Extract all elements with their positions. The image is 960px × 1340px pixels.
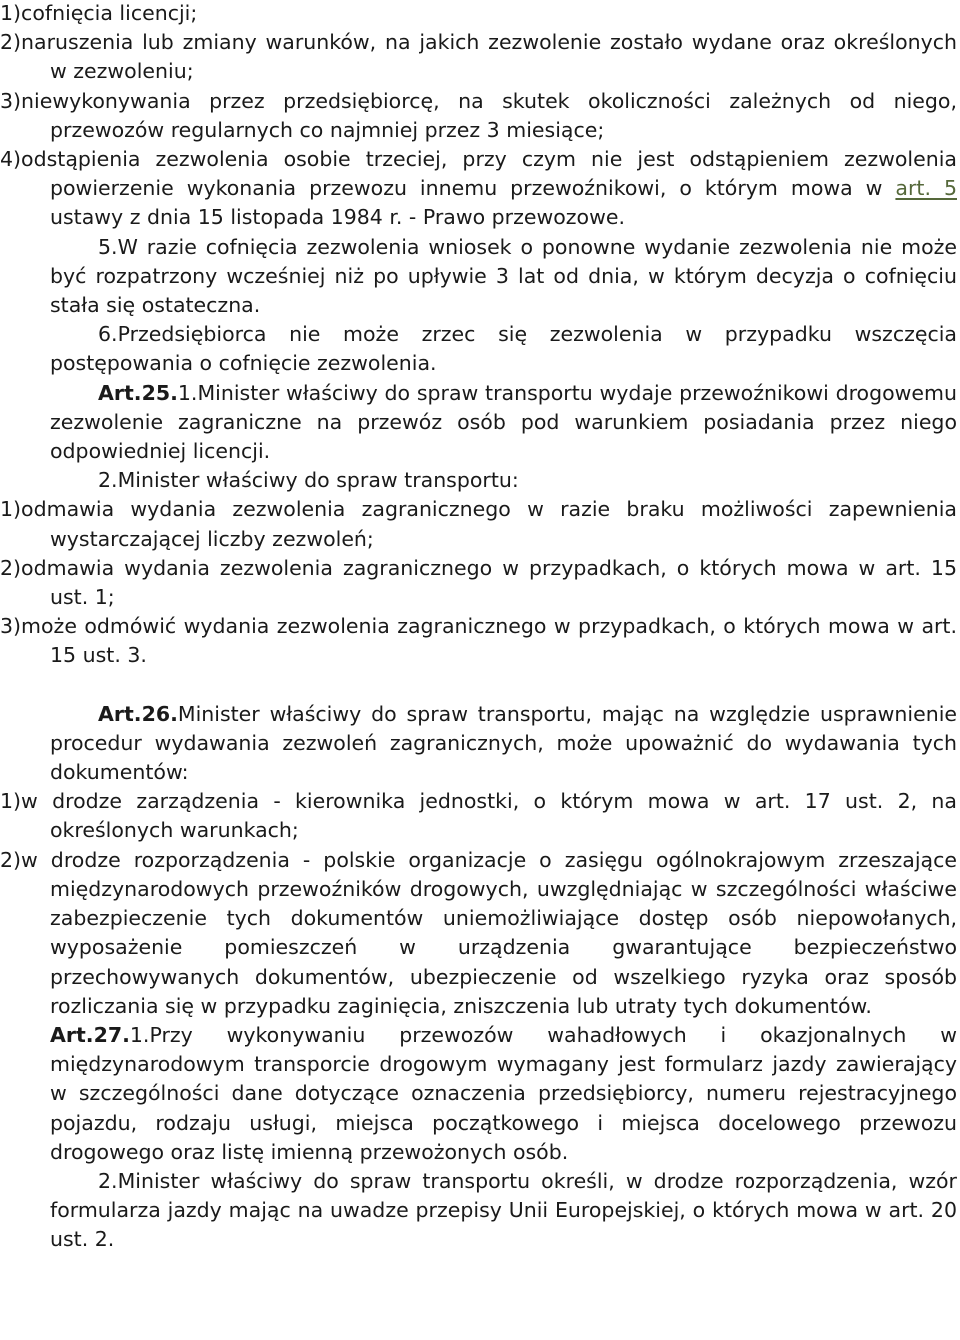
art-25-item-1 [0, 495, 957, 553]
paragraph-text: Przy wykonywaniu przewozów wahadłowych i okazjonalnych w międzynarodowym transporcie drogowym wymagany jest formularz jazdy zawierający w szczególności dane dotyczące oznaczenia przedsiębiorcy, numeru rejestracyjnego pojazdu, rodzaju usługi, miejsca początkowego i miejsca docelowego przewozu drogowego oraz listę imienną przewożonych osób. [50, 1022, 957, 1164]
paragraph-text: Minister właściwy do spraw transportu wydaje przewoźnikowi drogowemu zezwolenie zagraniczne na przewóz osób pod warunkiem posiadania przez niego odpowiedniej licencji. [50, 380, 957, 464]
item-text: odstąpienia zezwolenia osobie trzeciej, przy czym nie jest odstąpieniem zezwolenia powierzenie wykonania przewozu innemu przewoźnikowi, o którym mowa w [21, 147, 957, 201]
paragraph-text: Przedsiębiorca nie może zrzec się zezwolenia w przypadku wszczęcia postępowania o cofnięcie zezwolenia. [50, 322, 957, 376]
item-text: w drodze zarządzenia - kierownika jednostki, o którym mowa w art. 17 ust. 2, na określonych warunkach; [21, 789, 957, 843]
item-number: 2) [0, 30, 22, 55]
paragraph-text: Minister właściwy do spraw transportu określi, w drodze rozporządzenia, wzór formularza jazdy mając na uwadze przepisy Unii Europejskiej, o których mowa w art. 20 ust. 2. [50, 1168, 957, 1252]
paragraph-text: W razie cofnięcia zezwolenia wniosek o ponowne wydanie zezwolenia nie może być rozpatrzony wcześniej niż po upływie 3 lat od dnia, w którym decyzja o cofnięciu stała się ostateczna. [50, 234, 957, 318]
paragraph-number: 5. [98, 234, 118, 259]
paragraph-number: 1. [129, 1022, 150, 1047]
item-number: 4) [0, 147, 22, 172]
art-27-paragraph-1 [0, 1021, 957, 1167]
art-26-item-1 [0, 787, 957, 845]
article-label: Art.25. [98, 380, 178, 405]
list-item-2 [0, 28, 957, 86]
paragraph-number: 1. [177, 380, 198, 405]
list-item-4 [0, 145, 957, 233]
item-number: 1) [0, 789, 22, 814]
item-number: 2) [0, 847, 22, 872]
item-text: cofnięcia licencji; [21, 1, 198, 25]
item-number: 1) [0, 497, 22, 522]
item-number: 3) [0, 88, 22, 113]
article-label: Art.27. [50, 1022, 130, 1047]
art-26-intro [0, 700, 957, 788]
art-26-item-2 [0, 846, 957, 1021]
art-25-paragraph-1 [0, 379, 957, 467]
section-spacer [0, 671, 957, 700]
paragraph-text: Minister właściwy do spraw transportu, mając na względzie usprawnienie procedur wydawania zezwoleń zagranicznych, może upoważnić do wydawania tych dokumentów: [50, 701, 957, 785]
list-item-3 [0, 87, 957, 145]
art-27-paragraph-2 [0, 1167, 957, 1255]
item-text: niewykonywania przez przedsiębiorcę, na skutek okoliczności zależnych od niego, przewozów regularnych co najmniej przez 3 miesiące; [21, 88, 957, 142]
item-number: 2) [0, 555, 22, 580]
art-25-item-2 [0, 554, 957, 612]
paragraph-number: 2. [98, 1168, 118, 1193]
art-5-link[interactable]: art. 5 [895, 176, 957, 201]
item-text-after-link: ustawy z dnia 15 listopada 1984 r. - Prawo przewozowe. [50, 205, 625, 230]
paragraph-number: 6. [98, 322, 118, 347]
item-text: naruszenia lub zmiany warunków, na jakich zezwolenie zostało wydane oraz określonych w zezwoleniu; [21, 30, 957, 84]
art-25-paragraph-2 [0, 466, 957, 495]
article-label: Art.26. [98, 701, 178, 726]
paragraph-text: Minister właściwy do spraw transportu: [117, 468, 519, 493]
paragraph-5 [0, 233, 957, 321]
paragraph-number: 2. [98, 468, 118, 493]
item-number: 1) [0, 1, 22, 25]
art-25-item-3 [0, 612, 957, 670]
item-text: odmawia wydania zezwolenia zagranicznego w razie braku możliwości zapewnienia wystarczającej liczby zezwoleń; [21, 497, 957, 551]
item-text: w drodze rozporządzenia - polskie organizacje o zasięgu ogólnokrajowym zrzeszające międzynarodowych przewoźników drogowych, uwzględniając w szczególności właściwe zabezpieczenie tych dokumentów uniemożliwiające dostęp osób niepowołanych, wyposażenie pomieszczeń w urządzenia gwarantujące bezpieczeństwo przechowywanych dokumentów, ubezpieczenie od wszelkiego ryzyka oraz sposób rozliczania się w przypadku zaginięcia, zniszczenia lub utraty tych dokumentów. [21, 847, 957, 1018]
item-text: odmawia wydania zezwolenia zagranicznego w przypadkach, o których mowa w art. 15 ust. 1; [21, 555, 957, 610]
list-item-1 [0, 0, 957, 28]
item-number: 3) [0, 614, 22, 639]
paragraph-6 [0, 320, 957, 378]
item-text: może odmówić wydania zezwolenia zagranicznego w przypadkach, o których mowa w art. 15 ust. 3. [21, 614, 957, 668]
